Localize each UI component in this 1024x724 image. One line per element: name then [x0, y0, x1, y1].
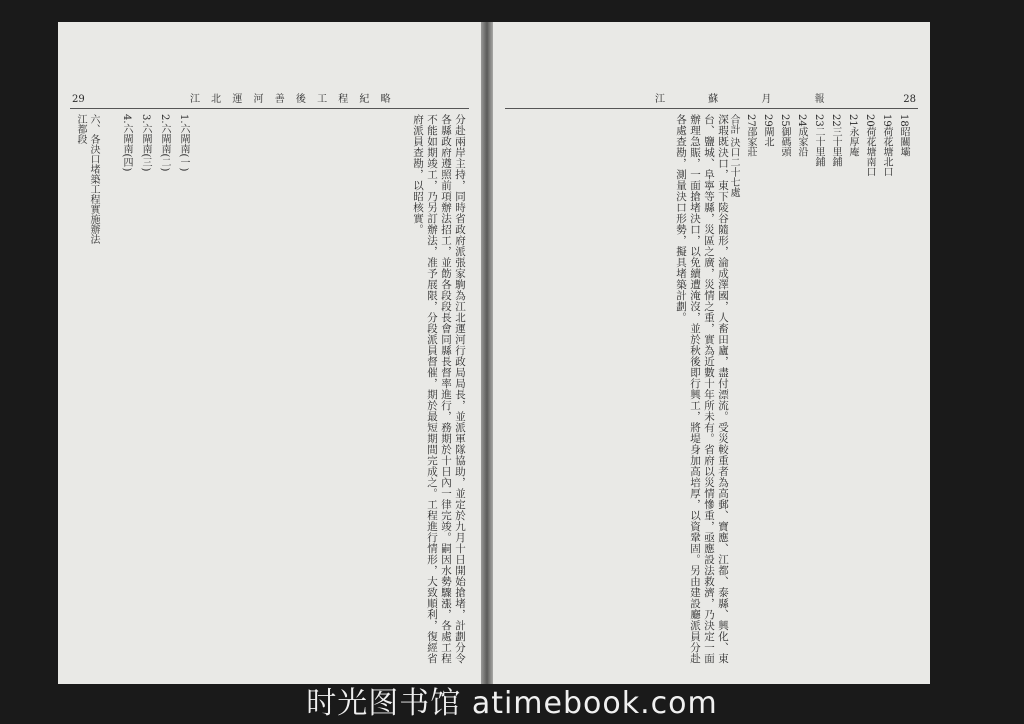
- entry-27: 27邵家莊: [745, 114, 756, 157]
- entry-24: 24成家沿: [796, 114, 807, 157]
- left-table: [74, 114, 100, 434]
- left-page-title: 江 北 運 河 善 後 工 程 紀 略: [190, 94, 395, 105]
- row-1: 1.六閘南(一): [178, 114, 189, 172]
- row-2: 2.六閘南(二): [159, 114, 170, 172]
- right-body-text: 深瑕既決口，東下陵谷隨形，淪成澤國，人畜田廬，盡付漂流。受災較重者為高郵、寶應、江都、泰縣、興化、東台、鹽城、阜寧等縣，災區之廣，災情之重，實為近數十年所未有。省府以災情慘重，亟應設法救濟，乃決定一面辦理急賑，一面搶堵決口，以免續遭淹沒，並於秋後即行興工，將堤身加高培厚，以資鞏固。另由建設廳派員分赴各處查勘，測量決口形勢，擬具堵築計劃。: [675, 114, 729, 664]
- book-spine: [481, 22, 493, 684]
- left-segment: 江都段: [75, 114, 86, 144]
- row-4: 4.六閘南(四): [121, 114, 132, 172]
- row-3: 3.六閘南(三): [140, 114, 151, 172]
- left-page: [58, 22, 481, 684]
- left-page-number: 29: [72, 94, 85, 105]
- entry-18: 18昭關壩: [898, 114, 909, 157]
- watermark: 时光图书馆 atimebook.com: [306, 686, 718, 721]
- entry-list: [717, 114, 910, 197]
- left-page-body: [208, 114, 467, 670]
- entry-25: 25御碼頭: [779, 114, 790, 157]
- entry-20: 20荷花塘南口: [864, 114, 875, 177]
- total-row: 合計 決口二十七處: [728, 114, 739, 198]
- entry-29: 29閘北: [762, 114, 773, 147]
- entry-21: 21永厚庵: [847, 114, 858, 157]
- left-table-rows: [114, 114, 190, 171]
- entry-22: 22三十里鋪: [830, 114, 841, 167]
- left-page-header: [70, 90, 469, 109]
- right-page: [493, 22, 930, 684]
- right-page-body: [509, 114, 730, 670]
- left-section-title: 六、各決口堵築工程實施辦法: [88, 114, 99, 244]
- right-page-title: 江 蘇 月 報: [655, 94, 845, 105]
- entry-19: 19荷花塘北口: [881, 114, 892, 177]
- left-body-text: 分赴兩岸主持，同時省政府派張家駒為江北運河行政局局長，並派軍隊協助，並定於九月十日開始搶堵，計劃分令各縣政府遵照前項辦法招工，並飭各段段長會同縣長督率進行，務期於十日內一律完竣。嗣因水勢驟漲，各處工程不能如期竣工，乃另訂辦法，准予展限，分段派員督催，期於最短期間完成之。工程進行情形，大致順利，復經省府派員查勘，以昭核實。: [412, 114, 466, 664]
- entry-23: 23二十里鋪: [813, 114, 824, 167]
- right-page-header: [505, 90, 918, 109]
- right-page-number: 28: [903, 94, 916, 105]
